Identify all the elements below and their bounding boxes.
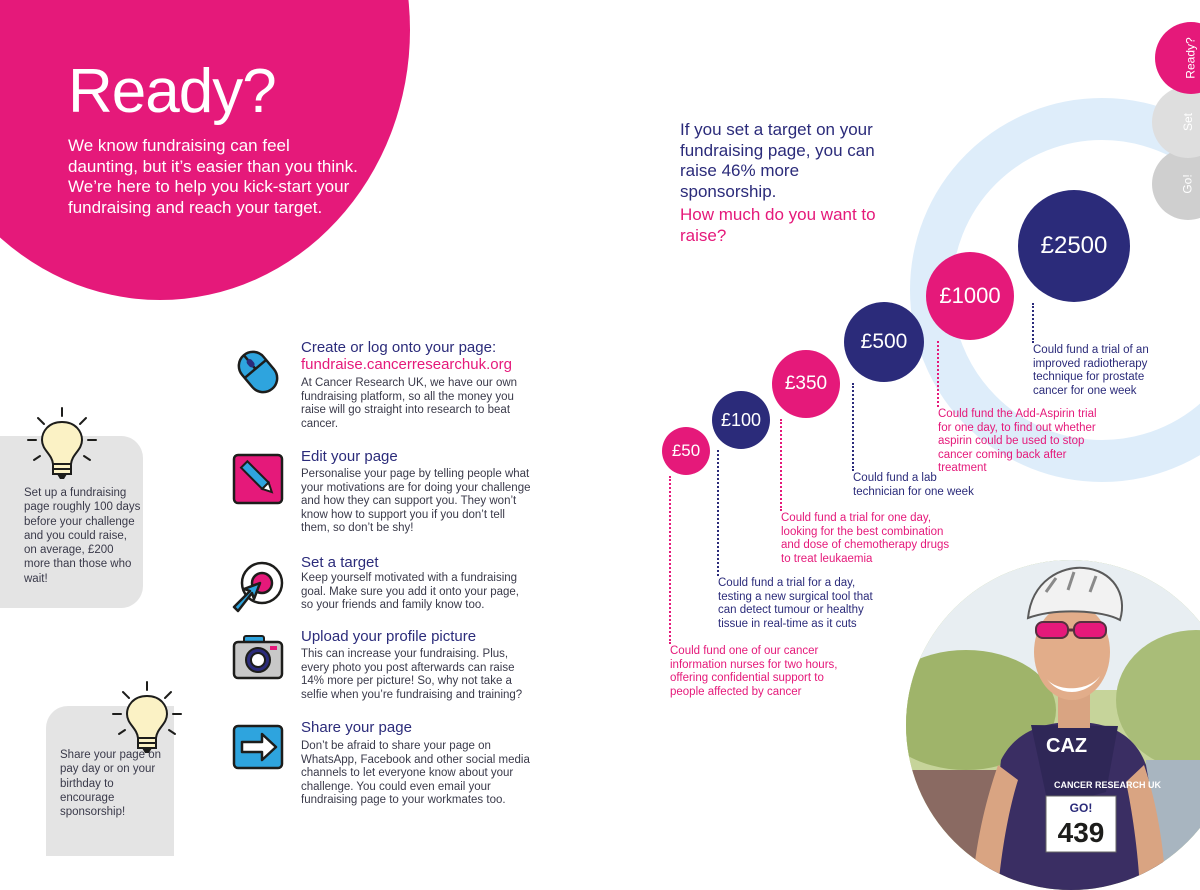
dotted-connector — [1032, 303, 1034, 343]
amount-description: Could fund the Add-Aspirin trial for one day, to find out whether aspirin could be used to stop cancer coming back after treatment — [938, 408, 1097, 475]
target-question: How much do you want to raise? — [680, 205, 876, 245]
dotted-connector — [717, 450, 719, 576]
lightbulb-icon — [107, 678, 187, 758]
cyclist-photo — [906, 560, 1200, 890]
amount-description: Could fund a trial for one day, looking for the best combination and dose of chemotherapy drugs to treat leukaemia — [781, 512, 950, 565]
bib-number: 439 — [1057, 817, 1105, 848]
computer-mouse-icon — [230, 342, 286, 398]
cyclist-illustration — [906, 560, 1200, 890]
amount-description: Could fund a trial of an improved radiotherapy technique for prostate cancer for one week — [1033, 344, 1149, 397]
dotted-connector — [780, 419, 782, 511]
step-text: Don’t be afraid to share your page on WhatsApp, Facebook and other social media channels to let everyone know about your challenge. You could even email your fundraising page to your workmates too. — [301, 740, 530, 807]
amount-description: Could fund a trial for a day, testing a new surgical tool that can detect tumour or healthy tissue in real-time as it cuts — [718, 577, 873, 630]
amount-description: Could fund one of our cancer information nurses for two hours, offering confidential support to people affected by cancer — [670, 645, 838, 698]
share-arrow-icon — [230, 720, 286, 776]
hero-intro: We know fundraising can feel daunting, but it’s easier than you think. We’re here to help you kick-start your fundraising and reach your target. — [68, 136, 358, 217]
dotted-connector — [669, 476, 671, 644]
pencil-icon — [230, 451, 286, 507]
vest-name: CAZ — [1046, 735, 1088, 757]
amount-2500: £2500 — [1018, 190, 1130, 302]
amount-500: £500 — [844, 302, 924, 382]
step-text: Keep yourself motivated with a fundraising goal. Make sure you add it onto your page, so your friends and family know too. — [301, 572, 520, 612]
tip-text: Set up a fundraising page roughly 100 days before your challenge and you could raise, on average, £200 more than those who wait! — [24, 487, 141, 585]
step-text: Personalise your page by telling people what your motivations are for doing your challenge and how they can support you. They won’t know how to support you if you don’t tell them, so don’t be shy! — [301, 468, 531, 535]
dotted-connector — [852, 383, 854, 471]
tab-ready[interactable] — [1155, 22, 1200, 94]
dotted-connector — [937, 341, 939, 407]
target-arrow-icon — [230, 559, 286, 615]
lightbulb-icon — [22, 404, 102, 484]
amount-1000: £1000 — [926, 252, 1014, 340]
step-text: At Cancer Research UK, we have our own fundraising platform, so all the money you raise will go straight into research to beat cancer. — [301, 377, 518, 430]
step-heading: Create or log onto your page: — [301, 339, 497, 356]
step-heading: Upload your profile picture — [301, 628, 477, 645]
step-heading: Set a target — [301, 554, 379, 571]
fundraise-link[interactable]: fundraise.cancerresearchuk.org — [301, 356, 512, 373]
target-statement: If you set a target on your fundraising page, you can raise 46% more sponsorship. — [680, 120, 875, 201]
tip-text: Share your page on pay day or on your birthday to encourage sponsorship! — [60, 749, 162, 819]
amount-50: £50 — [662, 427, 710, 475]
step-heading: Share your page — [301, 719, 412, 736]
tab-label: Set — [1180, 112, 1195, 132]
step-text: This can increase your fundraising. Plus, every photo you post afterwards can raise 14% more per picture! So, why not take a selfie when you’re fundraising and training? — [301, 648, 523, 701]
amount-350: £350 — [772, 350, 840, 418]
amount-100: £100 — [712, 391, 770, 449]
tab-label: Go! — [1181, 174, 1195, 194]
page-title: Ready? — [68, 57, 276, 126]
bib-go: GO! — [1069, 801, 1093, 815]
vest-charity: CANCER RESEARCH UK — [1054, 780, 1162, 790]
tab-label: Ready? — [1184, 37, 1198, 79]
camera-icon — [230, 630, 286, 686]
step-heading: Edit your page — [301, 448, 398, 465]
amount-description: Could fund a lab technician for one week — [853, 472, 974, 498]
